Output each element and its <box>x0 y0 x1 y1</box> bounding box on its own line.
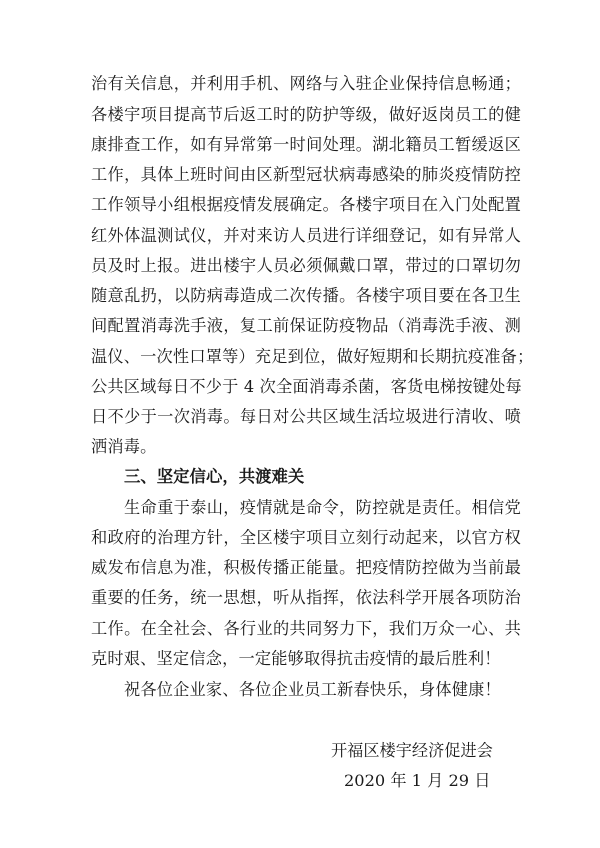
paragraph-line: 重要的任务，统一思想，听从指挥，依法科学开展各项防治 <box>91 588 521 607</box>
paragraph-line: 和政府的治理方针，全区楼宇项目立刻行动起来，以官方权 <box>91 528 521 547</box>
paragraph-line: 生命重于泰山，疫情就是命令，防控就是责任。相信党 <box>124 498 521 517</box>
paragraph-line: 洒消毒。 <box>91 437 157 456</box>
paragraph-line: 工作领导小组根据疫情发展确定。各楼宇项目在入门处配置 <box>91 195 521 214</box>
paragraph-line: 公共区域每日不少于 4 次全面消毒杀菌，客货电梯按键处每 <box>91 377 522 396</box>
paragraph-line: 工作，具体上班时间由区新型冠状病毒感染的肺炎疫情防控 <box>91 165 521 184</box>
greeting-line: 祝各位企业家、各位企业员工新春快乐，身体健康！ <box>124 680 501 699</box>
paragraph-line: 威发布信息为准，积极传播正能量。把疫情防控做为当前最 <box>91 558 521 577</box>
signature-organization: 开福区楼宇经济促进会 <box>331 741 493 760</box>
paragraph-line: 康排查工作，如有异常第一时间处理。湖北籍员工暂缓返区 <box>91 135 521 154</box>
paragraph-line: 红外体温测试仪，并对来访人员进行详细登记，如有异常人 <box>91 226 521 245</box>
paragraph-line: 工作。在全社会、各行业的共同努力下，我们万众一心、共 <box>91 619 521 638</box>
signature-date: 2020 年 1 月 29 日 <box>344 771 491 790</box>
paragraph-line: 间配置消毒洗手液，复工前保证防疫物品（消毒洗手液、测 <box>91 316 521 335</box>
paragraph-line: 日不少于一次消毒。每日对公共区域生活垃圾进行清收、喷 <box>91 407 521 426</box>
paragraph-line: 治有关信息，并利用手机、网络与入驻企业保持信息畅通； <box>91 74 521 93</box>
paragraph-line: 温仪、一次性口罩等）充足到位，做好短期和长期抗疫准备； <box>91 347 534 366</box>
section-heading: 三、坚定信心，共渡难关 <box>124 467 305 486</box>
paragraph-line: 克时艰、坚定信念，一定能够取得抗击疫情的最后胜利！ <box>91 649 501 668</box>
paragraph-line: 各楼宇项目提高节后返工时的防护等级，做好返岗员工的健 <box>91 105 521 124</box>
paragraph-line: 员及时上报。进出楼宇人员必须佩戴口罩，带过的口罩切勿 <box>91 256 521 275</box>
paragraph-line: 随意乱扔，以防病毒造成二次传播。各楼宇项目要在各卫生 <box>91 286 521 305</box>
